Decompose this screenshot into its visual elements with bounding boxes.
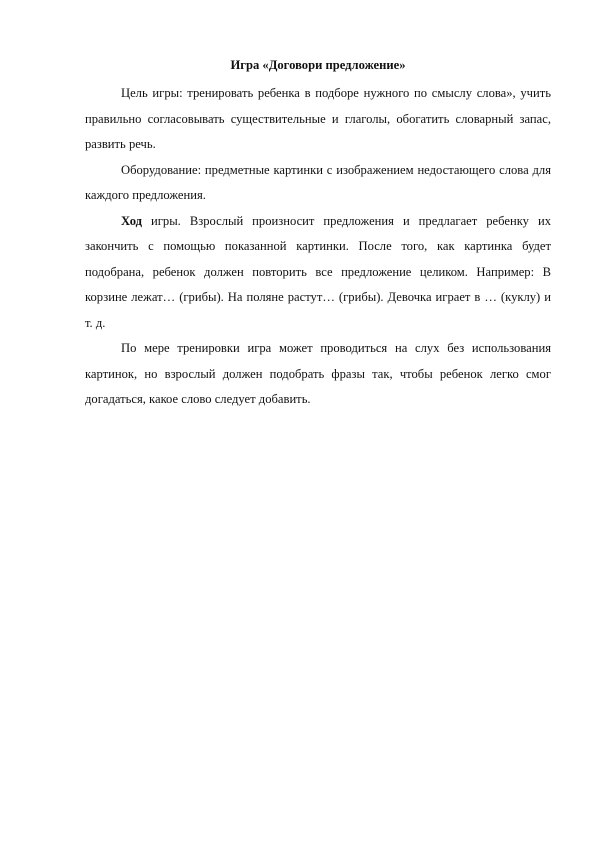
equipment-paragraph [85, 158, 551, 209]
equipment-paragraph-text: Оборудование: предметные картинки с изображением недостающего слова для каждого предложения. [85, 162, 551, 202]
procedure-lead-word: Ход [121, 213, 143, 228]
training-paragraph [85, 336, 551, 413]
procedure-paragraph-text: игры. Взрослый произносит предложения и предлагает ребенку их закончить с помощью показанной картинки. После того, как картинка будет подобрана, ребенок должен повторить все предложение целиком. Например: В корзине лежат… (грибы). На поляне растут… (грибы). Девочка играет в … (куклу) и т. д. [85, 213, 551, 330]
procedure-paragraph [85, 209, 551, 337]
goal-paragraph [85, 81, 551, 158]
training-paragraph-text: По мере тренировки игра может проводиться на слух без использования картинок, но взрослый должен подобрать фразы так, чтобы ребенок легко смог догадаться, какое слово следует добавить. [85, 341, 551, 406]
goal-paragraph-text: Цель игры: тренировать ребенка в подборе нужного по смыслу слова», учить правильно согласовывать существительные и глаголы, обогатить словарный запас, развить речь. [85, 86, 551, 151]
document-body [85, 56, 551, 413]
document-title: Игра «Договори предложение» [230, 58, 406, 72]
